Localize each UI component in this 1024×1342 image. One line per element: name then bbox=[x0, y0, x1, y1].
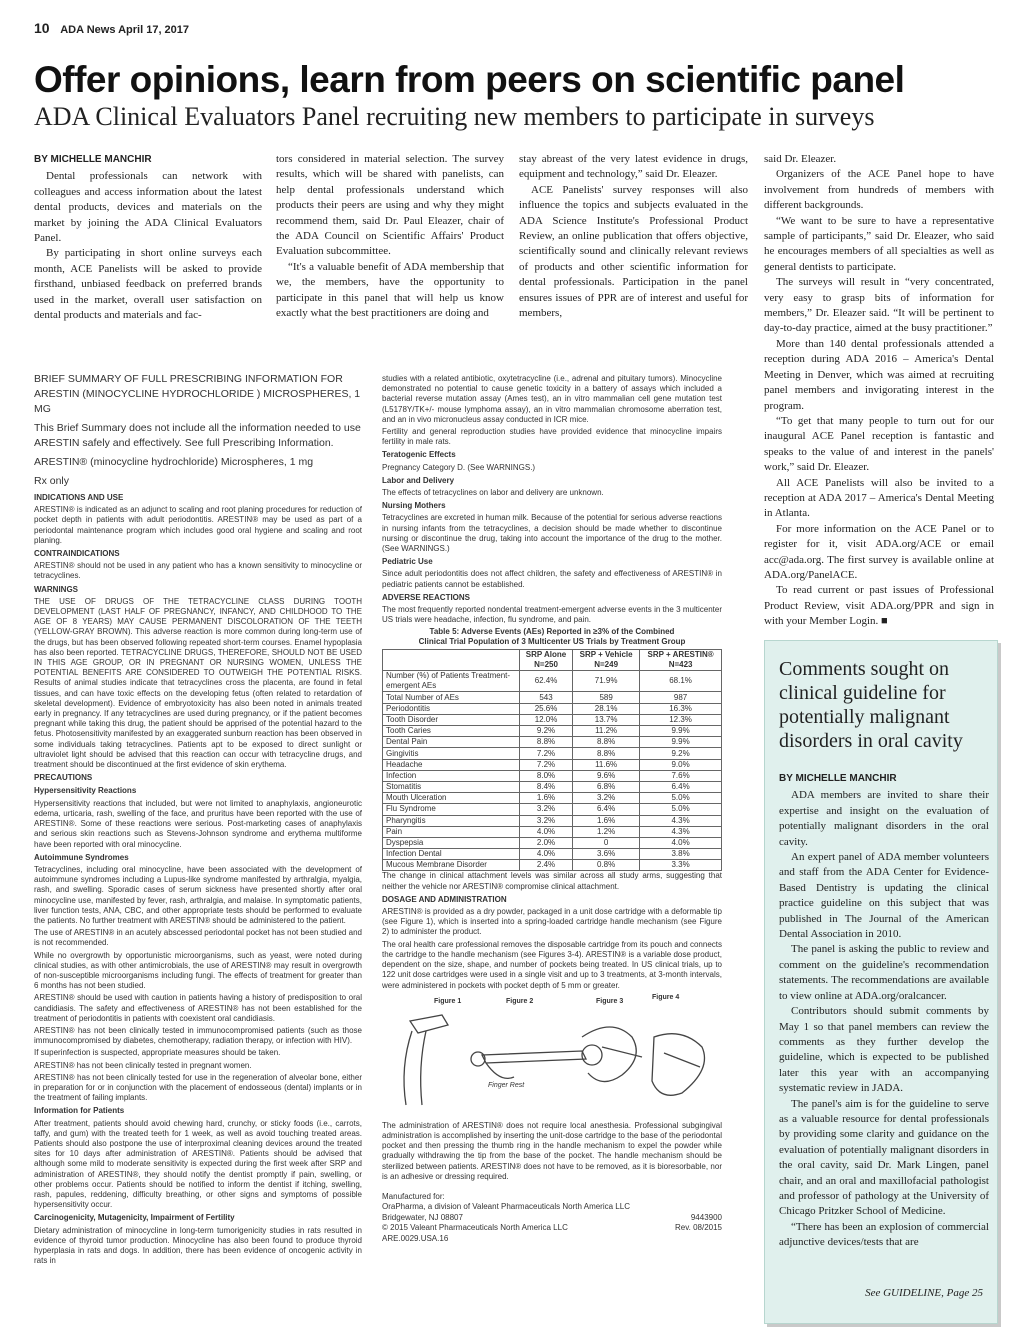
table-cell: 3.6% bbox=[573, 849, 640, 860]
table-row bbox=[383, 826, 722, 837]
paragraph: “To get that many people to turn out for our inaugural ACE Panel reception is fantastic and speaks to the value of and interest in the panels' work,” said Dr. Eleazer. bbox=[764, 414, 994, 474]
paragraph: For more information on the ACE Panel or to register for it, visit ADA.org/ACE or email acc@ada.org. The first survey is available online at ADA.org/PanelACE. bbox=[764, 522, 994, 581]
ad-paragraph: Fertility and general reproduction studies have provided evidence that minocycline impairs fertility in male rats. bbox=[382, 427, 722, 447]
table-row bbox=[383, 837, 722, 848]
table-cell: 3.8% bbox=[640, 849, 722, 860]
table-cell: 13.7% bbox=[573, 714, 640, 725]
table-header-cell bbox=[383, 650, 520, 671]
table-cell: 9.6% bbox=[573, 770, 640, 781]
ad-paragraph: ARESTIN® has not been clinically tested in pregnant women. bbox=[34, 1060, 252, 1070]
article-column-2 bbox=[276, 152, 504, 321]
manufacturer-code: 9443900 bbox=[690, 1212, 722, 1222]
ad-paragraph: ARESTIN® is indicated as an adjunct to scaling and root planing procedures for reduction of pocket depth in patients with adult periodontitis. ARESTIN® may be used as part of a periodontal maintenance program which includes good oral hygiene and scaling and root planing. bbox=[34, 505, 362, 545]
table-cell: 8.4% bbox=[520, 781, 573, 792]
table-row bbox=[383, 849, 722, 860]
table-cell: 3.3% bbox=[640, 860, 722, 871]
table-row bbox=[383, 692, 722, 703]
table-cell: 62.4% bbox=[520, 671, 573, 692]
row-label: Dyspepsia bbox=[383, 837, 520, 848]
ad-paragraph: studies with a related antibiotic, oxytetracycline (i.e., adrenal and pituitary tumors). Minocycline demonstrated no potential to cause genetic toxicity in a battery of assays which included a bacterial reverse mutation assay (Ames test), an in vitro mammalian cell gene mutation test (L5178Y/TK+/- mouse lymphoma assay), an in vitro mammalian chromosome aberration test, and an in vivo micronucleus assay conducted in ICR mice. bbox=[382, 374, 722, 424]
table-cell: 12.3% bbox=[640, 714, 722, 725]
manufacturer-label: Manufactured for: bbox=[382, 1191, 445, 1201]
paragraph: All ACE Panelists will also be invited to a reception at ADA 2017 – America's Dental Meeting in Atlanta. bbox=[764, 476, 994, 520]
row-label: Flu Syndrome bbox=[383, 804, 520, 815]
ad-paragraph: If superinfection is suspected, appropriate measures should be taken. bbox=[34, 1048, 281, 1058]
table-row bbox=[383, 748, 722, 759]
ad-paragraph: Since adult periodontitis does not affect children, the safety and effectiveness of ARESTIN® in pediatric patients cannot be established. bbox=[382, 569, 722, 589]
row-label: Mouth Ulceration bbox=[383, 793, 520, 804]
ad-paragraphs bbox=[382, 1121, 722, 1182]
paragraph: Dental professionals can network with colleagues and access information about the latest dental products, devices and materials on the market by joining the ADA Clinical Evaluators Panel. bbox=[34, 170, 262, 245]
row-label: Dental Pain bbox=[383, 737, 520, 748]
table-cell: 3.2% bbox=[573, 793, 640, 804]
table-cell: 7.6% bbox=[640, 770, 722, 781]
row-label: Pain bbox=[383, 826, 520, 837]
header-line: SRP Alone bbox=[525, 650, 567, 660]
revision: Rev. 08/2015 bbox=[675, 1223, 722, 1233]
table-cell: 1.2% bbox=[573, 826, 640, 837]
ad-paragraph: ARESTIN® should be used with caution in patients having a history of predisposition to oral candidiasis. The safety and effectiveness of ARESTIN® has not been established for the treatment of periodontitis in patients with coexistent oral candidiasis. bbox=[34, 993, 362, 1023]
ad-paragraph: Rx only bbox=[34, 475, 70, 487]
ad-paragraph: Hypersensitivity reactions that included, but were not limited to anaphylaxis, angioneurotic edema, urticaria, rash, swelling of the face, and pruritus have been reported with the use of ARESTIN®. Some of these reactions were serious. Post-marketing cases of anaphylaxis and serious skin reactions such as Stevens-Johnson syndrome and erythema multiforme have been reported with oral minocycline. bbox=[34, 798, 362, 849]
ad-paragraph: THE USE OF DRUGS OF THE TETRACYCLINE CLASS DURING TOOTH DEVELOPMENT (LAST HALF OF PREGNANCY, INFANCY, AND CHILDHOOD TO THE AGE OF 8 YEARS) MAY CAUSE PERMANENT DISCOLORATION OF THE TEETH (YELLOW-GRAY BROWN). This adverse reaction is more common during long-term use of the drugs, but has been observed following repeated short-term courses. Enamel hypoplasia has also been reported. TETRACYCLINE DRUGS, THEREFORE, SHOULD NOT BE USED IN THIS AGE GROUP, OR IN PREGNANT OR NURSING WOMEN, UNLESS THE POTENTIAL BENEFITS ARE CONSIDERED TO OUTWEIGH THE POTENTIAL RISKS. Results of animal studies indicate that tetracyclines cross the placenta, are found in fetal tissues, and can have toxic effects on the developing fetus (often related to retardation of skeletal development). Evidence of embryotoxicity has also been noted in animals treated early in pregnancy. If any tetracyclines are used during pregnancy, or if the patient becomes pregnant while taking this drug, the patient should be apprised of the potential hazard to the fetus. Photosensitivity manifested by an exaggerated sunburn reaction has been observed in some individuals taking tetracyclines. Patients apt to be exposed to direct sunlight or ultraviolet light should be advised that this reaction can occur with tetracycline drugs, and treatment should be discontinued at the first evidence of skin erythema. bbox=[34, 596, 362, 770]
paragraph: “There has been an explosion of commercial adjunctive devices/tests that are bbox=[779, 1220, 989, 1249]
article-column-1 bbox=[34, 152, 262, 323]
table-header-cell bbox=[573, 650, 640, 671]
table-cell: 6.4% bbox=[573, 804, 640, 815]
table-row bbox=[383, 793, 722, 804]
ad-paragraph: BRIEF SUMMARY OF FULL PRESCRIBING INFORMATION FOR ARESTIN (MINOCYCLINE HYDROCHLORIDE ) MICROSPHERES, 1 MG bbox=[34, 373, 361, 415]
sidebar-byline: BY MICHELLE MANCHIR bbox=[779, 773, 897, 784]
ad-heading: Nursing Mothers bbox=[382, 501, 446, 511]
paragraph: Contributors should submit comments by May 1 so that panel members can review the comments as they further develop the guideline, which is expected to be published later this year with an accompanying systematic review in JADA. bbox=[779, 1005, 989, 1095]
ad-heading: Hypersensitivity Reactions bbox=[34, 786, 137, 796]
paragraph: An expert panel of ADA member volunteers and staff from the ADA Center for Evidence-Based Dentistry is updating the clinical practice guideline on this subject that was published in The Journal of the American Dental Association in 2010. bbox=[779, 851, 989, 941]
manufacturer-address: Bridgewater, NJ 08807 bbox=[382, 1212, 463, 1222]
table-cell: 12.0% bbox=[520, 714, 573, 725]
table-cell: 8.0% bbox=[520, 770, 573, 781]
ad-paragraphs bbox=[382, 871, 722, 990]
table-row bbox=[383, 770, 722, 781]
row-label: Periodontitis bbox=[383, 703, 520, 714]
table-cell: 4.0% bbox=[640, 837, 722, 848]
row-label: Pharyngitis bbox=[383, 815, 520, 826]
table-row bbox=[383, 726, 722, 737]
table-row bbox=[383, 815, 722, 826]
cartridge-illustration bbox=[382, 997, 722, 1115]
column-paragraphs bbox=[34, 169, 262, 323]
table-cell: 987 bbox=[640, 692, 722, 703]
table-cell: 71.9% bbox=[573, 671, 640, 692]
table-cell: 4.0% bbox=[520, 849, 573, 860]
paragraph: “It's a valuable benefit of ADA membership that we, the members, have the opportunity to participate in this panel that will help us know exactly what the best practitioners are doing and bbox=[276, 260, 504, 320]
table-cell: 7.2% bbox=[520, 759, 573, 770]
row-label: Infection bbox=[383, 770, 520, 781]
figure-2-label: Figure 2 bbox=[506, 997, 534, 1005]
table-header-cell bbox=[640, 650, 722, 671]
ad-paragraph: Pregnancy Category D. (See WARNINGS.) bbox=[382, 462, 536, 472]
ad-heading: PRECAUTIONS bbox=[34, 773, 93, 783]
paragraph: The panel's aim is for the guideline to serve as a valuable resource for dental professionals by providing some clarity and guidance on the evaluation of potentially malignant disorders in the oral cavity, said Dr. Mark Lingen, panel chair, and an oral and maxillofacial pathologist and professor of pathology at the University of Chicago Pritzker School of Medicine. bbox=[779, 1097, 989, 1218]
ad-heading: CONTRAINDICATIONS bbox=[34, 549, 120, 559]
table-cell: 16.3% bbox=[640, 703, 722, 714]
ad-paragraph: The use of ARESTIN® in an acutely abscessed periodontal pocket has not been studied and is not recommended. bbox=[34, 928, 362, 948]
ad-heading: Information for Patients bbox=[34, 1106, 125, 1116]
table-cell: 11.6% bbox=[573, 759, 640, 770]
header-line: N=250 bbox=[534, 660, 558, 670]
table-cell: 28.1% bbox=[573, 703, 640, 714]
header-line: N=249 bbox=[594, 660, 619, 670]
table-row bbox=[383, 781, 722, 792]
table-row bbox=[383, 703, 722, 714]
table-cell: 543 bbox=[520, 692, 573, 703]
table-cell: 9.9% bbox=[640, 726, 722, 737]
table-cell: 3.2% bbox=[520, 804, 573, 815]
hand-2-icon bbox=[652, 1033, 705, 1095]
paragraph: tors considered in material selection. The survey results, which will be shared with panelists, can help dental professionals understand which products their peers are using and why they might recommend them, said Dr. Paul Eleazer, chair of the ADA Council on Scientific Affairs' Product Evaluation subcommittee. bbox=[276, 153, 504, 258]
figure-4-label: Figure 4 bbox=[652, 993, 680, 1001]
paragraph: To read current or past issues of Professional Product Review, visit ADA.org/PPR and sign in with your Member Login. ■ bbox=[764, 584, 994, 628]
sidebar-paragraphs bbox=[779, 788, 989, 1250]
paragraph: “We want to be sure to have a representative sample of participants,” said Dr. Eleazer, who said he encourages members of all specialties as well as general dentists to participate. bbox=[764, 214, 994, 273]
byline: BY MICHELLE MANCHIR bbox=[34, 154, 152, 165]
sidebar-title: Comments sought on clinical guideline for potentially malignant disorders in oral cavity bbox=[779, 658, 963, 752]
table-cell: 9.0% bbox=[640, 759, 722, 770]
row-label: Number (%) of Patients Treatment-emergent AEs bbox=[383, 671, 520, 692]
paragraph: The surveys will result in “very concentrated, very easy to grasp bits of information for members,” Dr. Eleazer said. “It will be pertinent to day-to-day practice, aimed at the busy practitioner.” bbox=[764, 276, 994, 335]
ad-paragraph: ARESTIN® has not been clinically tested in immunocompromised patients (such as those immunocompromised by diabetes, chemotherapy, radiation therapy, or infection with HIV). bbox=[34, 1025, 362, 1046]
table-title-line-2: Clinical Trial Population of 3 Multicenter US Trials by Treatment Group bbox=[418, 637, 686, 647]
copyright: © 2015 Valeant Pharmaceuticals North America LLC bbox=[382, 1223, 568, 1233]
table-title-line-1: Table 5: Adverse Events (AEs) Reported in ≥3% of the Combined bbox=[429, 627, 675, 637]
ad-right-column bbox=[382, 374, 722, 1244]
row-label: Tooth Disorder bbox=[383, 714, 520, 725]
article-column-4 bbox=[764, 152, 994, 630]
paragraph: ADA members are invited to share their expertise and insight on the evaluation of potentially malignant disorders in the oral cavity. bbox=[779, 789, 989, 848]
ad-paragraph: While no overgrowth by opportunistic microorganisms, such as yeast, were noted during clinical studies, as with other antimicrobials, the use of ARESTIN® may result in overgrowth of non-susceptible microorganisms including fungi. The effects of treatment for greater than 6 months has not been studied. bbox=[34, 950, 362, 991]
row-label: Infection Dental bbox=[383, 849, 520, 860]
ad-paragraphs bbox=[34, 372, 362, 1266]
folio bbox=[34, 20, 189, 36]
table-cell: 9.2% bbox=[640, 748, 722, 759]
adverse-events-table bbox=[382, 649, 722, 871]
ad-paragraph: ARESTIN® should not be used in any patient who has a known sensitivity to minocycline or tetracyclines. bbox=[34, 561, 362, 581]
manufacturer-row bbox=[382, 1213, 722, 1224]
folio-label: ADA News April 17, 2017 bbox=[60, 24, 190, 36]
paragraph: Organizers of the ACE Panel hope to have involvement from hundreds of members with different backgrounds. bbox=[764, 168, 994, 212]
row-label: Total Number of AEs bbox=[383, 692, 520, 703]
table-cell: 589 bbox=[573, 692, 640, 703]
ad-paragraph: After treatment, patients should avoid chewing hard, crunchy, or sticky foods (i.e., carrots, taffy, and gum) with the treated teeth for 1 week, as well as avoid touching treated areas. Patients should also postpone the use of interproximal cleaning devices around the treated sites for 10 days after administration of ARESTIN®. Patients should be advised that although some mild to moderate sensitivity is expected during the first week after SRP and administration of ARESTIN®, they should notify the dentist promptly if pain, swelling, or other problems occur. Patients should be notified to inform the dentist if itching, swelling, rash, papules, reddening, difficulty breathing, or other signs and symptoms of possible hypersensitivity occur. bbox=[34, 1118, 362, 1210]
handle-mechanism-icon bbox=[482, 1051, 586, 1063]
figure-1-label: Figure 1 bbox=[434, 997, 462, 1005]
headline: Offer opinions, learn from peers on scientific panel bbox=[34, 59, 905, 100]
table-row bbox=[383, 804, 722, 815]
table-row bbox=[383, 714, 722, 725]
table-cell: 68.1% bbox=[640, 671, 722, 692]
page-number: 10 bbox=[34, 20, 50, 36]
cartridge-tip-icon bbox=[410, 1015, 448, 1033]
paragraph: By participating in short online surveys each month, ACE Panelists will be asked to provide firsthand, unbiased feedback on preferred brands used in the market, overall user satisfaction on dental products and materials and fac- bbox=[34, 247, 262, 322]
table-cell: 1.6% bbox=[573, 815, 640, 826]
ad-paragraph: This Brief Summary does not include all the information needed to use ARESTIN safely and effectively. See full Prescribing Information. bbox=[34, 422, 361, 449]
row-label: Gingivitis bbox=[383, 748, 520, 759]
table-cell: 5.0% bbox=[640, 793, 722, 804]
row-label: Stomatitis bbox=[383, 781, 520, 792]
row-label: Headache bbox=[383, 759, 520, 770]
table-cell: 3.2% bbox=[520, 815, 573, 826]
manufacturer-block bbox=[382, 1192, 722, 1245]
table-cell: 7.2% bbox=[520, 748, 573, 759]
manufacturer-name: OraPharma, a division of Valeant Pharmaceuticals North America LLC bbox=[382, 1202, 630, 1212]
table-row bbox=[383, 671, 722, 692]
ad-paragraph: The effects of tetracyclines on labor and delivery are unknown. bbox=[382, 488, 604, 498]
row-label: Mucous Membrane Disorder bbox=[383, 860, 520, 871]
ad-heading: Carcinogenicity, Mutagenicity, Impairment of Fertility bbox=[34, 1213, 235, 1223]
figures bbox=[382, 993, 722, 1115]
sidebar-box bbox=[764, 640, 998, 1324]
table-cell: 6.4% bbox=[640, 781, 722, 792]
row-label: Tooth Caries bbox=[383, 726, 520, 737]
column-paragraphs bbox=[764, 152, 994, 630]
table-cell: 4.0% bbox=[520, 826, 573, 837]
table-cell: 9.2% bbox=[520, 726, 573, 737]
ad-paragraph: ARESTIN® has not been clinically tested for use in the regeneration of alveolar bone, either in preparation for or in conjunction with the placement of endosseous (dental) implants or in the treatment of failing implants. bbox=[34, 1072, 362, 1103]
cartridge-needle-icon bbox=[404, 1031, 412, 1105]
paragraph: ACE Panelists' survey responses will also influence the topics and subjects evaluated in the ADA Science Institute's Professional Product Review, an online publication that offers objective, scientifically sound and clinically relevant reviews of products and other scientific information for dental professionals. Participation in the panel ensures issues of PPR are of interest and useful for members, bbox=[519, 183, 748, 320]
header-line: SRP + ARESTIN® bbox=[647, 650, 714, 660]
ad-heading: Labor and Delivery bbox=[382, 475, 455, 485]
table-row bbox=[383, 759, 722, 770]
table-cell: 0.8% bbox=[573, 860, 640, 871]
ad-left-column bbox=[34, 372, 362, 1268]
ad-heading: DOSAGE AND ADMINISTRATION bbox=[382, 894, 507, 904]
header-line: N=423 bbox=[668, 660, 693, 670]
ad-heading: Autoimmune Syndromes bbox=[34, 852, 129, 862]
table-cell: 9.9% bbox=[640, 737, 722, 748]
ad-paragraph: ARESTIN® (minocycline hydrochloride) Microspheres, 1 mg bbox=[34, 456, 314, 468]
table-row bbox=[383, 860, 722, 871]
hand-icon bbox=[582, 1027, 636, 1082]
paragraph: The panel is asking the public to review and comment on the guideline's recommendation statements. The recommendations are available to view online at ADA.org/oralcancer. bbox=[779, 943, 989, 1002]
table-cell: 25.6% bbox=[520, 703, 573, 714]
article-column-3 bbox=[519, 152, 748, 321]
ad-paragraph: The change in clinical attachment levels was similar across all study arms, suggesting that neither the vehicle nor ARESTIN® compromise clinical attachment. bbox=[382, 871, 722, 891]
column-paragraphs bbox=[276, 152, 504, 321]
table-cell: 6.8% bbox=[573, 781, 640, 792]
table-cell: 5.0% bbox=[640, 804, 722, 815]
paragraph: More than 140 dental professionals attended a reception during ADA 2016 – America's Dental Meeting in Denver, which was aimed at recruiting panel members and invigorating interest in the program. bbox=[764, 337, 994, 412]
ad-paragraph: The oral health care professional removes the disposable cartridge from its pouch and connects the cartridge to the handle mechanism (see Figures 3-4). ARESTIN® is a variable dose product, dependent on the size, shape, and number of pockets being treated. In US clinical trials, up to 122 unit dose cartridges were used in a single visit and up to 3 treatments, at 3-month intervals, were administered in pockets with pocket depth of 5 mm or greater. bbox=[382, 939, 722, 990]
ad-paragraph: The most frequently reported nondental treatment-emergent adverse events in the 3 multicenter US trials were headache, infection, flu syndrome, and pain. bbox=[382, 605, 722, 625]
paragraph: stay abreast of the very latest evidence in drugs, equipment and technology,” said Dr. Eleazer. bbox=[519, 153, 748, 181]
copyright-row bbox=[382, 1223, 722, 1234]
column-paragraphs bbox=[519, 152, 748, 321]
table-cell: 8.8% bbox=[520, 737, 573, 748]
ad-heading: Pediatric Use bbox=[382, 557, 433, 567]
table-cell: 11.2% bbox=[573, 726, 640, 737]
ad-paragraph: Tetracyclines are excreted in human milk. Because of the potential for serious adverse reactions in nursing infants from the tetracyclines, a decision should be made whether to discontinue nursing or discontinue the drug, taking into account the importance of the drug to the mother. (See WARNINGS.) bbox=[382, 513, 722, 554]
table-header-row bbox=[383, 650, 722, 671]
ad-code: ARE.0029.USA.16 bbox=[382, 1233, 449, 1243]
header-line: SRP + Vehicle bbox=[579, 650, 633, 660]
ad-paragraph: Dietary administration of minocycline in long-term tumorigenicity studies in rats resulted in evidence of thyroid tumor production. Minocycline has also been found to produce thyroid hyperplasia in rats and dogs. In addition, there has been evidence of oncogenic activity in rats in bbox=[34, 1225, 362, 1266]
table-header-cell bbox=[520, 650, 573, 671]
table-cell: 1.6% bbox=[520, 793, 573, 804]
table-title bbox=[382, 627, 722, 647]
finger-rest-label: Finger Rest bbox=[488, 1081, 525, 1089]
table-cell: 8.8% bbox=[573, 737, 640, 748]
continuation-line: See GUIDELINE, Page 25 bbox=[865, 1287, 983, 1299]
table-cell: 2.4% bbox=[520, 860, 573, 871]
table-row bbox=[383, 737, 722, 748]
paragraph: said Dr. Eleazer. bbox=[764, 153, 837, 165]
sidebar-body bbox=[779, 771, 989, 1251]
ad-heading: INDICATIONS AND USE bbox=[34, 493, 124, 502]
ad-paragraph: The administration of ARESTIN® does not require local anesthesia. Professional subgingival administration is accomplished by inserting the unit-dose cartridge to the base of the periodontal pocket and then pressing the thumb ring in the handle mechanism to expel the powder while gradually withdrawing the tip from the base of the pocket. The handle mechanism should be sterilized between patients. ARESTIN® does not have to be removed, as it is bioresorbable, nor is an adhesive or dressing required. bbox=[382, 1120, 722, 1181]
table-cell: 2.0% bbox=[520, 837, 573, 848]
ad-heading: Teratogenic Effects bbox=[382, 450, 456, 460]
figure-3-label: Figure 3 bbox=[596, 997, 624, 1005]
table-cell: 8.8% bbox=[573, 748, 640, 759]
table-cell: 0 bbox=[573, 837, 640, 848]
ad-heading: WARNINGS bbox=[34, 584, 78, 594]
ad-heading: ADVERSE REACTIONS bbox=[382, 592, 471, 602]
ad-paragraphs bbox=[382, 374, 722, 625]
ad-paragraph: Tetracyclines, including oral minocycline, have been associated with the development of autoimmune syndromes including a Lupus-like syndrome manifested by arthralgia, myalgia, rash, and swelling. Sporadic cases of serum sickness have presented shortly after oral minocycline use, manifested by fever, rash, arthralgia, and malaise. In symptomatic patients, liver function tests, ANA, CBC, and other appropriate tests should be performed to evaluate the patients. No further treatment with ARESTIN® should be administered to the patient. bbox=[34, 864, 362, 925]
ad-paragraph: ARESTIN® is provided as a dry powder, packaged in a unit dose cartridge with a deformable tip (see Figure 1), which is inserted into a spring-loaded cartridge handle mechanism (see Figure 2) to administer the product. bbox=[382, 907, 722, 937]
deck: ADA Clinical Evaluators Panel recruiting new members to participate in surveys bbox=[34, 102, 875, 131]
table-cell: 4.3% bbox=[640, 826, 722, 837]
table-cell: 4.3% bbox=[640, 815, 722, 826]
